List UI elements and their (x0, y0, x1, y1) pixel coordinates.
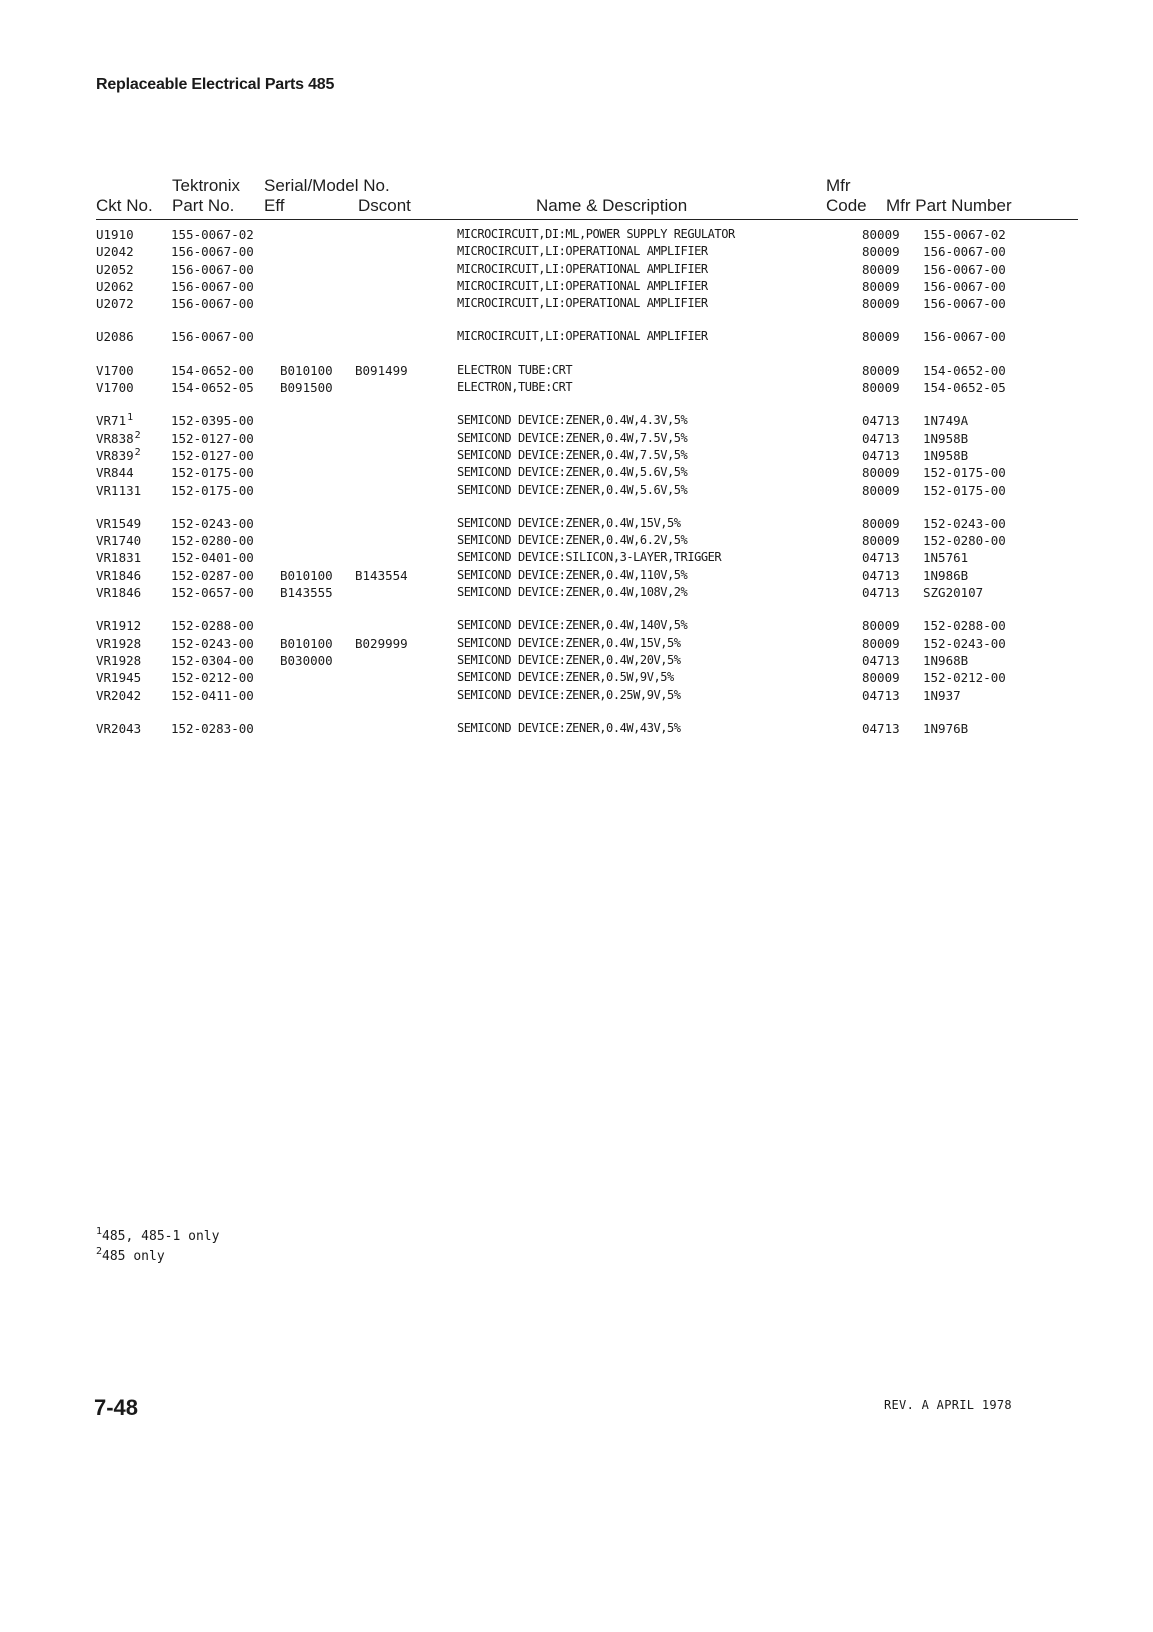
tektronix-part-no: 154-0652-00 (171, 362, 254, 378)
footnote-2-mark: 2 (96, 1246, 103, 1257)
mfr-part-number: 1N5761 (923, 550, 969, 566)
ckt-no-text: V1700 (96, 362, 134, 378)
description: SEMICOND DEVICE:ZENER,0.5W,9V,5% (457, 670, 674, 685)
mfr-code: 04713 (862, 567, 900, 583)
mfr-code: 80009 (862, 618, 900, 634)
serial-dscont: B091499 (355, 362, 408, 378)
description: SEMICOND DEVICE:ZENER,0.4W,4.3V,5% (457, 413, 688, 428)
table-row (96, 328, 1078, 345)
ckt-no-text: VR1549 (96, 515, 142, 531)
mfr-part-number: 156-0067-00 (923, 278, 1006, 294)
tektronix-part-no: 156-0067-00 (171, 261, 254, 277)
table-row (96, 584, 1078, 601)
header-rule (96, 219, 1078, 220)
mfr-code: 80009 (862, 380, 900, 396)
mfr-part-number: 152-0243-00 (923, 635, 1006, 651)
tektronix-part-no: 152-0175-00 (171, 465, 254, 481)
mfr-code: 80009 (862, 296, 900, 312)
ckt-no (96, 532, 141, 549)
tektronix-part-no: 156-0067-00 (171, 296, 254, 312)
mfr-code: 04713 (862, 585, 900, 601)
table-row (96, 669, 1078, 686)
tektronix-part-no: 152-0411-00 (171, 687, 254, 703)
serial-eff: B143555 (280, 585, 333, 601)
ckt-no (96, 687, 141, 704)
table-row (96, 243, 1078, 260)
table-row (96, 652, 1078, 669)
tektronix-part-no: 152-0175-00 (171, 482, 254, 498)
mfr-part-number: 1N958B (923, 447, 969, 463)
mfr-code: 80009 (862, 482, 900, 498)
mfr-part-number: 1N968B (923, 652, 969, 668)
parts-group (96, 226, 1078, 312)
description: SEMICOND DEVICE:ZENER,0.4W,15V,5% (457, 635, 681, 650)
mfr-code: 80009 (862, 533, 900, 549)
table-row (96, 278, 1078, 295)
description: SEMICOND DEVICE:ZENER,0.4W,5.6V,5% (457, 465, 688, 480)
ckt-no (96, 652, 141, 669)
mfr-part-number: 154-0652-05 (923, 380, 1006, 396)
mfr-part-number: 152-0212-00 (923, 670, 1006, 686)
table-row (96, 430, 1078, 447)
col-eff: Eff (264, 196, 285, 215)
serial-dscont: B029999 (355, 635, 408, 651)
description: MICROCIRCUIT,LI:OPERATIONAL AMPLIFIER (457, 244, 708, 259)
ckt-no (96, 669, 141, 686)
description: SEMICOND DEVICE:ZENER,0.4W,5.6V,5% (457, 482, 688, 497)
col-code: Code (826, 196, 867, 215)
footnotes (96, 1227, 219, 1267)
serial-eff: B091500 (280, 380, 333, 396)
tektronix-part-no: 152-0401-00 (171, 550, 254, 566)
footnote-1-mark: 1 (96, 1226, 103, 1237)
ckt-no-text: VR1740 (96, 533, 142, 549)
col-ckt-no: Ckt No. (96, 196, 153, 215)
revision-date: REV. A APRIL 1978 (884, 1398, 1012, 1412)
ckt-no-text: V1700 (96, 380, 134, 396)
parts-list (96, 226, 1078, 753)
mfr-code: 80009 (862, 515, 900, 531)
description: SEMICOND DEVICE:ZENER,0.4W,20V,5% (457, 652, 681, 667)
description: SEMICOND DEVICE:ZENER,0.4W,108V,2% (457, 585, 688, 600)
mfr-code: 80009 (862, 261, 900, 277)
mfr-code: 04713 (862, 550, 900, 566)
serial-dscont: B143554 (355, 567, 408, 583)
mfr-part-number: 1N749A (923, 413, 969, 429)
table-row (96, 464, 1078, 481)
tektronix-part-no: 152-0212-00 (171, 670, 254, 686)
table-row (96, 549, 1078, 566)
ckt-no-text: U1910 (96, 227, 134, 242)
ckt-no-text: U2052 (96, 261, 134, 277)
ckt-no-text: U2086 (96, 329, 134, 345)
mfr-part-number: 156-0067-00 (923, 296, 1006, 312)
description: SEMICOND DEVICE:ZENER,0.4W,110V,5% (457, 567, 688, 582)
tektronix-part-no: 152-0657-00 (171, 585, 254, 601)
table-row (96, 295, 1078, 312)
footnote-ref: 2 (134, 429, 141, 441)
ckt-no-text: VR844 (96, 465, 134, 481)
description: MICROCIRCUIT,LI:OPERATIONAL AMPLIFIER (457, 278, 708, 293)
col-mfr: Mfr (826, 176, 851, 195)
page-header: Replaceable Electrical Parts 485 (96, 76, 335, 93)
tektronix-part-no: 152-0288-00 (171, 618, 254, 634)
mfr-part-number: 156-0067-00 (923, 329, 1006, 345)
mfr-code: 80009 (862, 227, 900, 242)
ckt-no-text: VR2042 (96, 687, 142, 703)
tektronix-part-no: 152-0287-00 (171, 567, 254, 583)
ckt-no-text: VR838 (96, 430, 134, 446)
ckt-no (96, 278, 134, 295)
ckt-no (96, 464, 134, 481)
ckt-no-text: VR1131 (96, 482, 142, 498)
footnote-ref: 1 (127, 412, 134, 424)
ckt-no-text: U2042 (96, 244, 134, 260)
footnote-2-text: 485 only (102, 1249, 165, 1264)
description: MICROCIRCUIT,LI:OPERATIONAL AMPLIFIER (457, 329, 708, 344)
ckt-no-text: VR1831 (96, 550, 142, 566)
description: SEMICOND DEVICE:ZENER,0.4W,6.2V,5% (457, 533, 688, 548)
ckt-no (96, 482, 141, 499)
mfr-code: 04713 (862, 652, 900, 668)
ckt-no (96, 617, 141, 634)
parts-group (96, 412, 1078, 498)
ckt-no (96, 584, 141, 601)
parts-group (96, 617, 1078, 703)
tektronix-part-no: 152-0280-00 (171, 533, 254, 549)
description: MICROCIRCUIT,LI:OPERATIONAL AMPLIFIER (457, 261, 708, 276)
ckt-no-text: U2072 (96, 296, 134, 312)
mfr-code: 80009 (862, 670, 900, 686)
ckt-no (96, 720, 141, 737)
description: SEMICOND DEVICE:ZENER,0.4W,140V,5% (457, 618, 688, 633)
mfr-code: 80009 (862, 244, 900, 260)
mfr-part-number: 1N986B (923, 567, 969, 583)
tektronix-part-no: 156-0067-00 (171, 278, 254, 294)
footnote-ref: 2 (134, 446, 141, 458)
description: MICROCIRCUIT,DI:ML,POWER SUPPLY REGULATOR (457, 227, 735, 241)
description: ELECTRON TUBE:CRT (457, 362, 573, 377)
tektronix-part-no: 152-0243-00 (171, 635, 254, 651)
table-row (96, 567, 1078, 584)
mfr-code: 80009 (862, 465, 900, 481)
ckt-no (96, 362, 134, 379)
mfr-part-number: 1N976B (923, 720, 969, 736)
parts-group (96, 720, 1078, 737)
table-row (96, 687, 1078, 704)
description: ELECTRON,TUBE:CRT (457, 380, 573, 395)
ckt-no (96, 379, 134, 396)
ckt-no-text: VR71 (96, 413, 127, 429)
mfr-part-number: 152-0288-00 (923, 618, 1006, 634)
tektronix-part-no: 156-0067-00 (171, 329, 254, 345)
serial-eff: B010100 (280, 635, 333, 651)
parts-group (96, 362, 1078, 397)
tektronix-part-no: 154-0652-05 (171, 380, 254, 396)
serial-eff: B010100 (280, 362, 333, 378)
col-dscont: Dscont (358, 196, 411, 215)
description: SEMICOND DEVICE:ZENER,0.4W,43V,5% (457, 720, 681, 735)
mfr-part-number: 152-0175-00 (923, 465, 1006, 481)
ckt-no (96, 412, 133, 429)
ckt-no (96, 328, 134, 345)
description: SEMICOND DEVICE:SILICON,3-LAYER,TRIGGER (457, 550, 722, 565)
description: SEMICOND DEVICE:ZENER,0.4W,7.5V,5% (457, 447, 688, 462)
col-serial-model: Serial/Model No. (264, 176, 390, 195)
ckt-no-text: VR1846 (96, 567, 142, 583)
parts-group (96, 328, 1078, 345)
parts-group (96, 515, 1078, 601)
tektronix-part-no: 152-0283-00 (171, 720, 254, 736)
description: SEMICOND DEVICE:ZENER,0.25W,9V,5% (457, 687, 681, 702)
table-row (96, 447, 1078, 464)
table-row (96, 412, 1078, 429)
col-name-description: Name & Description (536, 196, 688, 215)
mfr-code: 04713 (862, 447, 900, 463)
ckt-no-text: VR1945 (96, 670, 142, 686)
table-row (96, 362, 1078, 379)
mfr-part-number: 152-0175-00 (923, 482, 1006, 498)
mfr-code: 04713 (862, 430, 900, 446)
table-row (96, 617, 1078, 634)
description: SEMICOND DEVICE:ZENER,0.4W,7.5V,5% (457, 430, 688, 445)
mfr-part-number: 156-0067-00 (923, 261, 1006, 277)
column-headers (96, 176, 1078, 216)
serial-eff: B010100 (280, 567, 333, 583)
description: SEMICOND DEVICE:ZENER,0.4W,15V,5% (457, 515, 681, 530)
table-row (96, 515, 1078, 532)
ckt-no (96, 261, 134, 278)
tektronix-part-no: 156-0067-00 (171, 244, 254, 260)
ckt-no (96, 243, 134, 260)
table-row (96, 482, 1078, 499)
mfr-part-number: 154-0652-00 (923, 362, 1006, 378)
serial-eff: B030000 (280, 652, 333, 668)
mfr-code: 80009 (862, 329, 900, 345)
mfr-part-number: 156-0067-00 (923, 244, 1006, 260)
description: MICROCIRCUIT,LI:OPERATIONAL AMPLIFIER (457, 296, 708, 311)
col-tektronix: Tektronix (172, 176, 241, 195)
table-row (96, 379, 1078, 396)
ckt-no-text: VR1928 (96, 635, 142, 651)
ckt-no-text: VR839 (96, 447, 134, 463)
ckt-no (96, 295, 134, 312)
mfr-code: 80009 (862, 362, 900, 378)
tektronix-part-no: 152-0127-00 (171, 447, 254, 463)
mfr-part-number: SZG20107 (923, 585, 984, 601)
mfr-part-number: 1N937 (923, 687, 961, 703)
table-row (96, 226, 1078, 243)
ckt-no (96, 635, 141, 652)
table-row (96, 635, 1078, 652)
ckt-no (96, 447, 141, 464)
ckt-no-text: VR1846 (96, 585, 142, 601)
ckt-no (96, 226, 134, 243)
page-number: 7-48 (94, 1395, 139, 1420)
mfr-part-number: 155-0067-02 (923, 227, 1006, 242)
mfr-code: 80009 (862, 278, 900, 294)
table-row (96, 261, 1078, 278)
mfr-part-number: 152-0243-00 (923, 515, 1006, 531)
mfr-part-number: 1N958B (923, 430, 969, 446)
tektronix-part-no: 152-0243-00 (171, 515, 254, 531)
ckt-no-text: VR1912 (96, 618, 142, 634)
ckt-no (96, 549, 141, 566)
ckt-no-text: U2062 (96, 278, 134, 294)
tektronix-part-no: 152-0304-00 (171, 652, 254, 668)
table-row (96, 532, 1078, 549)
mfr-code: 80009 (862, 635, 900, 651)
ckt-no (96, 567, 141, 584)
col-part-no: Part No. (172, 196, 235, 215)
ckt-no-text: VR2043 (96, 720, 142, 736)
footnote-1 (96, 1227, 219, 1247)
ckt-no (96, 515, 141, 532)
footnote-2 (96, 1247, 219, 1267)
table-row (96, 720, 1078, 737)
footnote-1-text: 485, 485-1 only (102, 1229, 220, 1244)
tektronix-part-no: 152-0395-00 (171, 413, 254, 429)
mfr-part-number: 152-0280-00 (923, 533, 1006, 549)
tektronix-part-no: 152-0127-00 (171, 430, 254, 446)
tektronix-part-no: 155-0067-02 (171, 227, 254, 242)
mfr-code: 04713 (862, 720, 900, 736)
ckt-no (96, 430, 141, 447)
mfr-code: 04713 (862, 413, 900, 429)
col-mfr-part-number: Mfr Part Number (886, 196, 1012, 215)
mfr-code: 04713 (862, 687, 900, 703)
ckt-no-text: VR1928 (96, 652, 142, 668)
